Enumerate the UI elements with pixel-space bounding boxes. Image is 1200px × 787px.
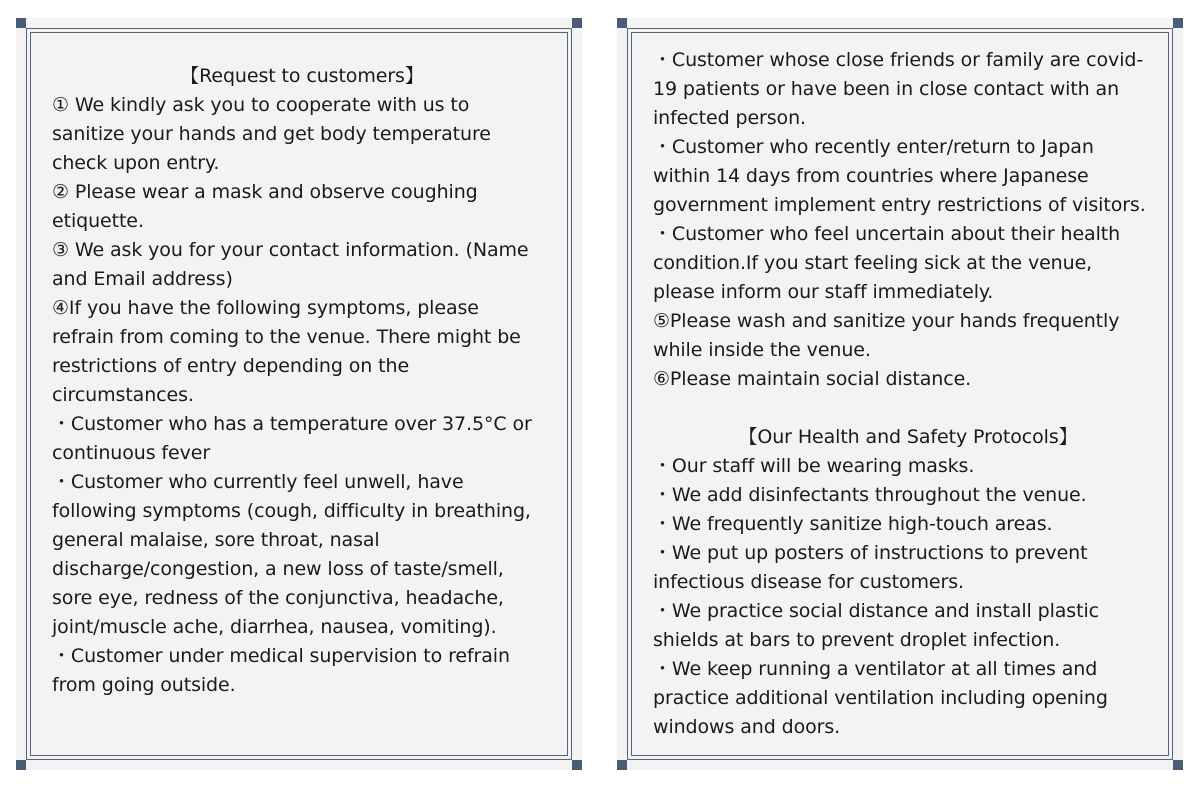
text-line: ④If you have the following symptoms, please [52,297,479,319]
section-spacer [653,394,1163,423]
text-line: continuous fever [52,442,211,464]
text-line: discharge/congestion, a new loss of taste/smell, [52,558,504,580]
text-line: windows and doors. [653,716,841,738]
text-line: ⑥Please maintain social distance. [653,368,972,390]
request-heading: 【Request to customers】 [180,65,424,87]
text-line: please inform our staff immediately. [653,281,994,303]
text-line: ・Customer whose close friends or family are covid- [653,49,1144,71]
text-line: infectious disease for customers. [653,571,964,593]
customer-request-panel [16,18,582,770]
text-line: check upon entry. [52,152,220,174]
text-line: 19 patients or have been in close contact with an [653,78,1120,100]
text-line: ① We kindly ask you to cooperate with us to [52,94,470,116]
text-line: joint/muscle ache, diarrhea, nausea, vomiting). [52,616,497,638]
text-line: government implement entry restrictions of visitors. [653,194,1146,216]
text-line: ・Customer under medical supervision to refrain [52,645,510,667]
text-line: ③ We ask you for your contact information. (Name [52,239,529,261]
text-line: practice additional ventilation including opening [653,687,1108,709]
text-line: condition.If you start feeling sick at the venue, [653,252,1093,274]
text-line: refrain from coming to the venue. There might be [52,326,521,348]
corner-ornament [1173,18,1183,28]
text-line: circumstances. [52,384,194,406]
corner-ornament [572,18,582,28]
text-line: and Email address) [52,268,233,290]
text-line: ・Customer who recently enter/return to Japan [653,136,1094,158]
text-line: ・We add disinfectants throughout the venue. [653,484,1087,506]
protocols-text-block [653,46,1163,742]
protocols-heading: 【Our Health and Safety Protocols】 [738,426,1078,448]
corner-ornament [16,18,26,28]
text-line: ・Customer who currently feel unwell, have [52,471,464,493]
text-line: ・Our staff will be wearing masks. [653,455,975,477]
text-line: sore eye, redness of the conjunctiva, headache, [52,587,504,609]
text-line: ② Please wear a mask and observe coughing [52,181,478,203]
text-line: etiquette. [52,210,144,232]
corner-ornament [617,18,627,28]
text-line: while inside the venue. [653,339,871,361]
request-text-block [52,62,552,700]
text-line: ・We put up posters of instructions to prevent [653,542,1088,564]
corner-ornament [617,760,627,770]
text-line: ・We practice social distance and install plastic [653,600,1099,622]
text-line: from going outside. [52,674,236,696]
text-line: ・Customer who has a temperature over 37.5°C or [52,413,532,435]
corner-ornament [16,760,26,770]
text-line: infected person. [653,107,806,129]
text-line: sanitize your hands and get body temperature [52,123,491,145]
text-line: general malaise, sore throat, nasal [52,529,380,551]
health-safety-panel [617,18,1183,770]
text-line: following symptoms (cough, difficulty in breathing, [52,500,531,522]
corner-ornament [1173,760,1183,770]
text-line: ・Customer who feel uncertain about their health [653,223,1121,245]
text-line: shields at bars to prevent droplet infection. [653,629,1061,651]
text-line: restrictions of entry depending on the [52,355,410,377]
corner-ornament [572,760,582,770]
text-line: ⑤Please wash and sanitize your hands frequently [653,310,1120,332]
text-line: ・We keep running a ventilator at all times and [653,658,1098,680]
text-line: ・We frequently sanitize high-touch areas. [653,513,1053,535]
text-line: within 14 days from countries where Japanese [653,165,1089,187]
